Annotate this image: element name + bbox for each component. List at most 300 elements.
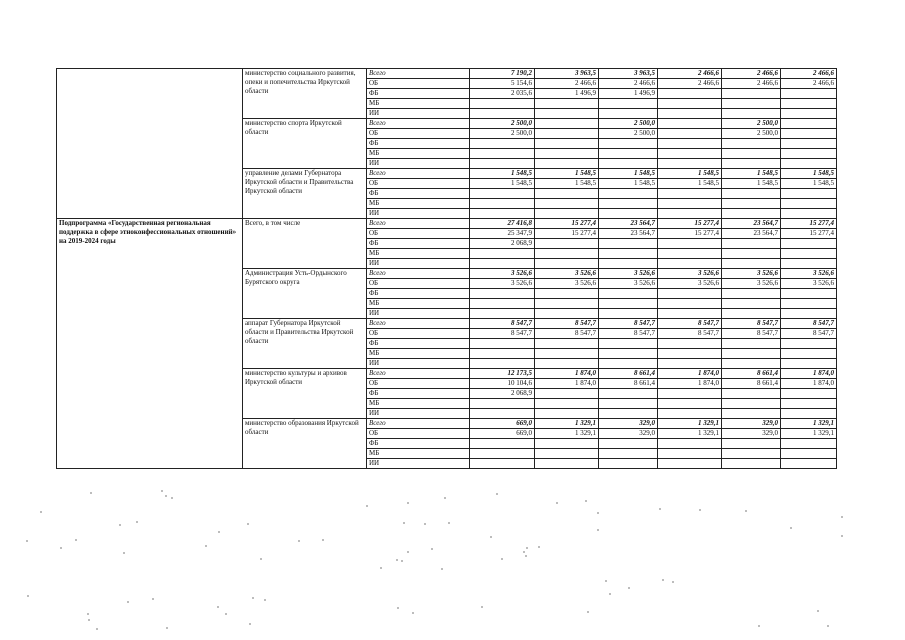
amount-cell <box>658 389 722 399</box>
funding-source-cell: ОБ <box>367 129 470 139</box>
amount-cell <box>722 289 781 299</box>
amount-cell: 15 277,4 <box>658 229 722 239</box>
amount-cell <box>535 249 599 259</box>
executor-cell: Администрация Усть-Ордынского Бурятского округа <box>243 269 367 319</box>
amount-cell: 8 547,7 <box>535 319 599 329</box>
scan-speck <box>247 523 249 525</box>
amount-cell: 329,0 <box>599 419 658 429</box>
amount-cell <box>535 149 599 159</box>
amount-cell <box>722 339 781 349</box>
funding-source-cell: ФБ <box>367 189 470 199</box>
amount-cell: 8 547,7 <box>470 319 535 329</box>
funding-source-cell: МБ <box>367 349 470 359</box>
amount-cell: 2 500,0 <box>470 119 535 129</box>
amount-cell <box>722 89 781 99</box>
funding-source-cell: МБ <box>367 399 470 409</box>
amount-cell <box>535 449 599 459</box>
scan-speck <box>165 495 167 497</box>
amount-cell <box>781 409 837 419</box>
funding-source-cell: Всего <box>367 219 470 229</box>
amount-cell <box>535 259 599 269</box>
scan-speck <box>790 527 792 529</box>
funding-source-cell: ФБ <box>367 339 470 349</box>
amount-cell: 2 466,6 <box>781 69 837 79</box>
amount-cell: 1 329,1 <box>658 419 722 429</box>
amount-cell: 3 526,6 <box>535 279 599 289</box>
amount-cell: 15 277,4 <box>658 219 722 229</box>
scan-speck <box>407 551 409 553</box>
funding-source-cell: ИИ <box>367 159 470 169</box>
scan-speck <box>699 509 701 511</box>
amount-cell <box>599 399 658 409</box>
funding-source-cell: Всего <box>367 69 470 79</box>
amount-cell: 23 564,7 <box>722 219 781 229</box>
funding-source-cell: ОБ <box>367 379 470 389</box>
amount-cell <box>658 339 722 349</box>
amount-cell: 1 548,5 <box>781 169 837 179</box>
amount-cell <box>781 129 837 139</box>
funding-source-cell: ФБ <box>367 239 470 249</box>
amount-cell <box>535 159 599 169</box>
program-name-cell <box>57 69 243 219</box>
amount-cell <box>599 99 658 109</box>
scan-speck <box>136 521 138 523</box>
amount-cell <box>722 159 781 169</box>
amount-cell <box>658 239 722 249</box>
funding-source-cell: МБ <box>367 249 470 259</box>
funding-source-cell: ИИ <box>367 109 470 119</box>
amount-cell: 1 548,5 <box>599 169 658 179</box>
amount-cell: 2 466,6 <box>722 69 781 79</box>
funding-source-cell: ФБ <box>367 289 470 299</box>
scan-speck <box>403 522 405 524</box>
amount-cell <box>658 409 722 419</box>
amount-cell <box>722 209 781 219</box>
table-row <box>57 69 837 79</box>
amount-cell <box>470 349 535 359</box>
scan-speck <box>841 516 843 518</box>
amount-cell: 2 466,6 <box>722 79 781 89</box>
scan-speck <box>264 599 266 601</box>
amount-cell: 3 526,6 <box>658 279 722 289</box>
scan-speck <box>628 587 630 589</box>
amount-cell: 2 500,0 <box>599 119 658 129</box>
amount-cell <box>535 119 599 129</box>
amount-cell <box>781 309 837 319</box>
funding-source-cell: ИИ <box>367 209 470 219</box>
amount-cell <box>599 209 658 219</box>
funding-source-cell: ФБ <box>367 439 470 449</box>
scan-speck <box>490 536 492 538</box>
funding-source-cell: ИИ <box>367 259 470 269</box>
amount-cell <box>781 189 837 199</box>
amount-cell <box>470 259 535 269</box>
amount-cell <box>722 309 781 319</box>
scan-speck <box>119 524 121 526</box>
scan-speck <box>366 505 368 507</box>
amount-cell: 1 329,1 <box>658 429 722 439</box>
amount-cell <box>599 349 658 359</box>
amount-cell <box>535 139 599 149</box>
amount-cell: 2 466,6 <box>658 79 722 89</box>
amount-cell <box>658 359 722 369</box>
amount-cell: 329,0 <box>722 429 781 439</box>
amount-cell: 23 564,7 <box>599 229 658 239</box>
amount-cell <box>599 149 658 159</box>
amount-cell: 27 416,8 <box>470 219 535 229</box>
scan-speck <box>526 547 528 549</box>
amount-cell <box>535 189 599 199</box>
amount-cell: 15 277,4 <box>535 229 599 239</box>
amount-cell <box>535 299 599 309</box>
scan-speck <box>538 546 540 548</box>
scan-speck <box>587 611 589 613</box>
amount-cell: 669,0 <box>470 419 535 429</box>
scan-speck <box>501 558 503 560</box>
amount-cell: 8 547,7 <box>658 329 722 339</box>
scan-speck <box>27 595 29 597</box>
funding-source-cell: ОБ <box>367 279 470 289</box>
amount-cell <box>599 189 658 199</box>
amount-cell <box>535 129 599 139</box>
amount-cell <box>599 139 658 149</box>
amount-cell <box>470 209 535 219</box>
funding-source-cell: Всего <box>367 119 470 129</box>
scan-speck <box>597 512 599 514</box>
amount-cell <box>470 199 535 209</box>
funding-source-cell: ОБ <box>367 429 470 439</box>
amount-cell <box>535 239 599 249</box>
amount-cell <box>470 339 535 349</box>
scan-speck <box>827 625 829 627</box>
amount-cell <box>781 399 837 409</box>
scan-speck <box>609 593 611 595</box>
amount-cell: 8 547,7 <box>535 329 599 339</box>
scan-speck <box>523 551 525 553</box>
amount-cell: 7 190,2 <box>470 69 535 79</box>
scan-speck <box>96 628 98 630</box>
amount-cell: 8 661,4 <box>722 369 781 379</box>
amount-cell <box>781 139 837 149</box>
scan-speck <box>441 568 443 570</box>
amount-cell <box>781 109 837 119</box>
amount-cell <box>470 459 535 469</box>
scan-speck <box>412 612 414 614</box>
amount-cell <box>781 349 837 359</box>
amount-cell: 15 277,4 <box>781 229 837 239</box>
amount-cell <box>658 459 722 469</box>
amount-cell <box>658 159 722 169</box>
amount-cell: 23 564,7 <box>599 219 658 229</box>
scan-speck <box>556 502 558 504</box>
amount-cell: 1 548,5 <box>599 179 658 189</box>
amount-cell <box>535 389 599 399</box>
scan-speck <box>496 493 498 495</box>
executor-cell: министерство культуры и архивов Иркутской области <box>243 369 367 419</box>
amount-cell: 8 547,7 <box>781 329 837 339</box>
amount-cell <box>535 339 599 349</box>
funding-source-cell: ИИ <box>367 459 470 469</box>
amount-cell: 8 661,4 <box>722 379 781 389</box>
amount-cell <box>535 349 599 359</box>
executor-cell: Всего, в том числе <box>243 219 367 269</box>
amount-cell <box>470 289 535 299</box>
scan-speck <box>26 540 28 542</box>
scan-speck <box>166 627 168 629</box>
amount-cell <box>470 359 535 369</box>
funding-source-cell: ФБ <box>367 89 470 99</box>
amount-cell <box>658 299 722 309</box>
amount-cell <box>722 439 781 449</box>
scan-speck <box>161 490 163 492</box>
amount-cell <box>535 199 599 209</box>
amount-cell: 1 874,0 <box>781 379 837 389</box>
amount-cell: 3 526,6 <box>599 269 658 279</box>
scan-speck <box>252 597 254 599</box>
scan-speck <box>218 531 220 533</box>
amount-cell: 10 104,6 <box>470 379 535 389</box>
amount-cell <box>658 309 722 319</box>
amount-cell: 2 500,0 <box>722 119 781 129</box>
amount-cell: 329,0 <box>599 429 658 439</box>
amount-cell: 15 277,4 <box>781 219 837 229</box>
amount-cell: 15 277,4 <box>535 219 599 229</box>
amount-cell <box>781 359 837 369</box>
amount-cell <box>658 189 722 199</box>
scan-speck <box>380 567 382 569</box>
amount-cell <box>722 249 781 259</box>
amount-cell <box>722 199 781 209</box>
amount-cell <box>722 299 781 309</box>
amount-cell: 2 466,6 <box>535 79 599 89</box>
amount-cell <box>658 129 722 139</box>
amount-cell <box>470 109 535 119</box>
scan-speck <box>127 601 129 603</box>
amount-cell <box>535 309 599 319</box>
amount-cell: 1 548,5 <box>722 169 781 179</box>
amount-cell <box>599 109 658 119</box>
amount-cell: 5 154,6 <box>470 79 535 89</box>
amount-cell: 8 547,7 <box>722 319 781 329</box>
amount-cell: 1 548,5 <box>470 169 535 179</box>
amount-cell <box>658 149 722 159</box>
amount-cell <box>658 89 722 99</box>
amount-cell: 3 963,5 <box>599 69 658 79</box>
amount-cell <box>658 349 722 359</box>
amount-cell <box>722 359 781 369</box>
amount-cell: 2 068,9 <box>470 239 535 249</box>
amount-cell: 8 547,7 <box>722 329 781 339</box>
amount-cell: 1 874,0 <box>658 369 722 379</box>
amount-cell <box>658 439 722 449</box>
scan-speck <box>75 539 77 541</box>
scan-speck <box>817 610 819 612</box>
funding-source-cell: Всего <box>367 269 470 279</box>
amount-cell: 2 500,0 <box>722 129 781 139</box>
amount-cell <box>781 459 837 469</box>
amount-cell <box>658 99 722 109</box>
amount-cell <box>535 459 599 469</box>
amount-cell <box>722 389 781 399</box>
amount-cell: 8 547,7 <box>599 319 658 329</box>
scan-speck <box>431 548 433 550</box>
amount-cell: 2 500,0 <box>599 129 658 139</box>
amount-cell <box>535 109 599 119</box>
scan-speck <box>298 540 300 542</box>
amount-cell: 8 547,7 <box>781 319 837 329</box>
budget-table-body <box>57 69 837 469</box>
amount-cell <box>658 139 722 149</box>
amount-cell: 2 466,6 <box>599 79 658 89</box>
funding-source-cell: ИИ <box>367 409 470 419</box>
amount-cell <box>599 389 658 399</box>
amount-cell <box>722 259 781 269</box>
amount-cell: 1 548,5 <box>658 179 722 189</box>
amount-cell: 8 547,7 <box>599 329 658 339</box>
scan-speck <box>217 606 219 608</box>
scan-speck <box>444 497 446 499</box>
amount-cell <box>599 309 658 319</box>
amount-cell <box>599 239 658 249</box>
scan-speck <box>87 613 89 615</box>
amount-cell <box>599 289 658 299</box>
amount-cell: 3 526,6 <box>658 269 722 279</box>
amount-cell <box>535 439 599 449</box>
amount-cell <box>658 249 722 259</box>
scan-speck <box>260 558 262 560</box>
scan-speck <box>205 545 207 547</box>
amount-cell <box>599 249 658 259</box>
amount-cell <box>599 259 658 269</box>
scan-speck <box>152 598 154 600</box>
funding-source-cell: ОБ <box>367 329 470 339</box>
amount-cell: 1 329,1 <box>781 429 837 439</box>
amount-cell <box>781 439 837 449</box>
scan-speck <box>396 559 398 561</box>
amount-cell <box>781 209 837 219</box>
funding-source-cell: ОБ <box>367 229 470 239</box>
amount-cell: 1 548,5 <box>722 179 781 189</box>
amount-cell <box>781 289 837 299</box>
budget-table-page <box>56 68 836 469</box>
amount-cell <box>781 299 837 309</box>
amount-cell <box>599 449 658 459</box>
amount-cell <box>470 99 535 109</box>
scan-speck <box>60 547 62 549</box>
scan-speck <box>745 510 747 512</box>
amount-cell <box>599 459 658 469</box>
amount-cell: 8 547,7 <box>470 329 535 339</box>
scan-speck <box>249 623 251 625</box>
funding-source-cell: МБ <box>367 199 470 209</box>
amount-cell <box>535 399 599 409</box>
amount-cell <box>722 99 781 109</box>
scan-speck <box>123 552 125 554</box>
amount-cell <box>781 119 837 129</box>
amount-cell <box>535 409 599 419</box>
amount-cell: 1 548,5 <box>535 179 599 189</box>
scan-speck <box>758 625 760 627</box>
amount-cell: 1 329,1 <box>535 419 599 429</box>
funding-source-cell: МБ <box>367 99 470 109</box>
amount-cell: 3 526,6 <box>781 279 837 289</box>
amount-cell: 1 874,0 <box>781 369 837 379</box>
amount-cell <box>781 89 837 99</box>
amount-cell <box>781 339 837 349</box>
scan-speck <box>659 508 661 510</box>
amount-cell <box>599 359 658 369</box>
amount-cell <box>722 189 781 199</box>
executor-cell: управление делами Губернатора Иркутской области и Правительства Иркутской области <box>243 169 367 219</box>
amount-cell <box>658 259 722 269</box>
amount-cell: 1 329,1 <box>781 419 837 429</box>
amount-cell: 2 500,0 <box>470 129 535 139</box>
amount-cell <box>658 199 722 209</box>
funding-source-cell: МБ <box>367 449 470 459</box>
funding-source-cell: Всего <box>367 169 470 179</box>
amount-cell <box>470 299 535 309</box>
scan-speck <box>481 606 483 608</box>
amount-cell <box>535 359 599 369</box>
amount-cell <box>470 249 535 259</box>
amount-cell: 1 548,5 <box>781 179 837 189</box>
amount-cell: 3 526,6 <box>470 279 535 289</box>
amount-cell <box>470 409 535 419</box>
amount-cell: 3 963,5 <box>535 69 599 79</box>
amount-cell: 3 526,6 <box>470 269 535 279</box>
amount-cell: 669,0 <box>470 429 535 439</box>
amount-cell: 1 548,5 <box>470 179 535 189</box>
scan-speck <box>40 511 42 513</box>
amount-cell <box>722 349 781 359</box>
amount-cell <box>722 149 781 159</box>
amount-cell <box>781 449 837 459</box>
scan-speck <box>841 535 843 537</box>
amount-cell <box>470 399 535 409</box>
scan-speck <box>90 492 92 494</box>
scan-speck <box>672 581 674 583</box>
funding-source-cell: МБ <box>367 149 470 159</box>
amount-cell <box>535 209 599 219</box>
amount-cell: 1 496,9 <box>599 89 658 99</box>
amount-cell <box>599 299 658 309</box>
amount-cell <box>470 449 535 459</box>
funding-source-cell: ФБ <box>367 389 470 399</box>
amount-cell <box>658 209 722 219</box>
scan-speck <box>407 502 409 504</box>
amount-cell: 1 874,0 <box>535 379 599 389</box>
amount-cell: 1 874,0 <box>658 379 722 389</box>
amount-cell <box>470 159 535 169</box>
amount-cell: 2 035,6 <box>470 89 535 99</box>
funding-source-cell: ОБ <box>367 179 470 189</box>
amount-cell <box>535 99 599 109</box>
amount-cell <box>781 259 837 269</box>
scan-speck <box>424 523 426 525</box>
amount-cell <box>722 449 781 459</box>
amount-cell: 23 564,7 <box>722 229 781 239</box>
amount-cell <box>781 249 837 259</box>
amount-cell: 2 466,6 <box>658 69 722 79</box>
scan-speck <box>448 522 450 524</box>
amount-cell: 8 547,7 <box>658 319 722 329</box>
amount-cell <box>599 199 658 209</box>
amount-cell: 8 661,4 <box>599 379 658 389</box>
amount-cell <box>658 289 722 299</box>
executor-cell: министерство образования Иркутской области <box>243 419 367 469</box>
funding-source-cell: ОБ <box>367 79 470 89</box>
funding-source-cell: ИИ <box>367 359 470 369</box>
